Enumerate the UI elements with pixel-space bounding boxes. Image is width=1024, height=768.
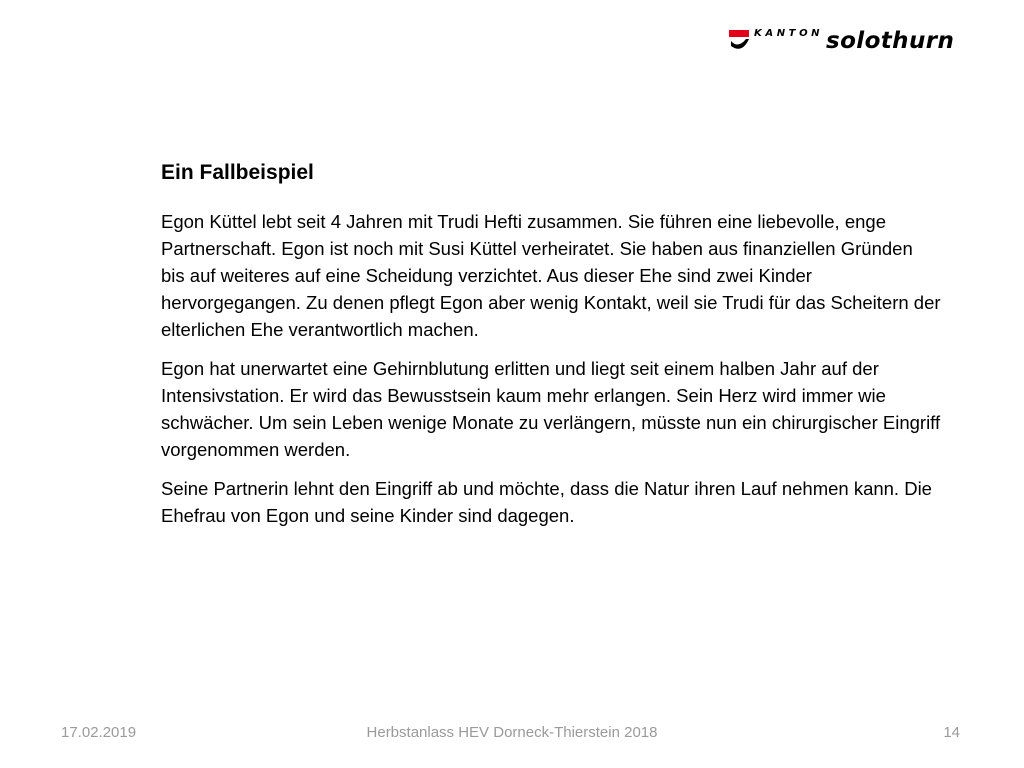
footer-event-title: Herbstanlass HEV Dorneck-Thierstein 2018	[366, 724, 658, 741]
footer-page-number: 14	[943, 724, 960, 741]
solothurn-shield-icon	[728, 24, 752, 54]
slide-footer	[0, 724, 1024, 744]
logo-kanton-text: KANTON	[754, 28, 824, 39]
slide-content	[161, 158, 941, 541]
paragraph-3: Seine Partnerin lehnt den Eingriff ab und möchte, dass die Natur ihren Lauf nehmen kann. Die Ehefrau von Egon und seine Kinder sind dagegen.	[161, 478, 932, 526]
slide-title: Ein Fallbeispiel	[161, 161, 314, 184]
kanton-solothurn-logo	[728, 24, 978, 64]
paragraph-1: Egon Küttel lebt seit 4 Jahren mit Trudi Hefti zusammen. Sie führen eine liebevolle, enge Partnerschaft. Egon ist noch mit Susi Küttel verheiratet. Sie haben aus finanziellen Gründen bis auf weiteres auf eine Scheidung verzichtet. Aus dieser Ehe sind zwei Kinder hervorgegangen. Zu denen pflegt Egon aber wenig Kontakt, weil sie Trudi für das Scheitern der elterlichen Ehe verantwortlich machen.	[161, 211, 941, 340]
footer-date: 17.02.2019	[61, 724, 137, 741]
paragraph-2: Egon hat unerwartet eine Gehirnblutung erlitten und liegt seit einem halben Jahr auf der Intensivstation. Er wird das Bewusstsein kaum mehr erlangen. Sein Herz wird immer wie schwächer. Um sein Leben wenige Monate zu verlängern, müsste nun ein chirurgischer Eingriff vorgenommen werden.	[161, 358, 941, 460]
logo-name-text: solothurn	[826, 28, 955, 54]
